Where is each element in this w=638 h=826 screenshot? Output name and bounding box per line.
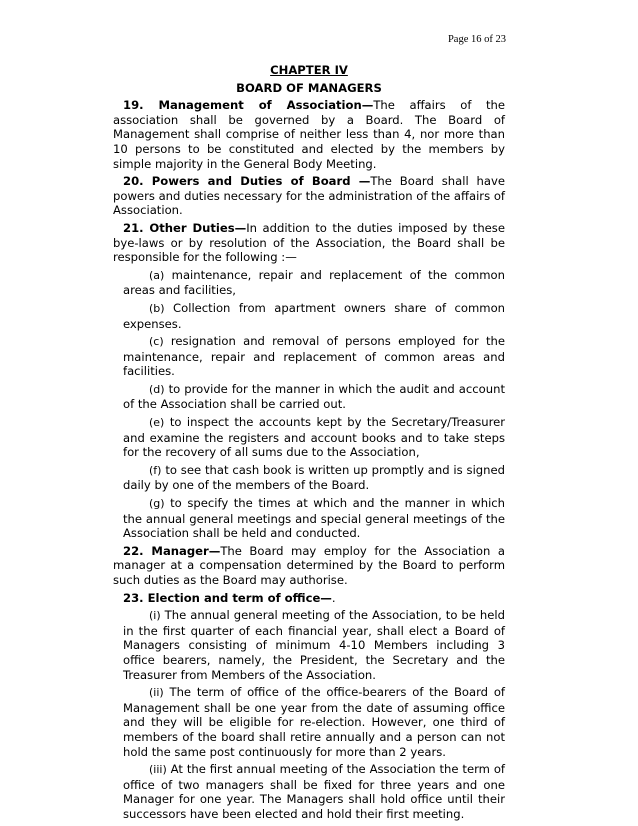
item-text: At the first annual meeting of the Association the term of office of two managers shall be fixed for three years and one Manager for one year. The Managers shall hold office until their successors have been elected and hold their first meeting. [123, 762, 505, 821]
document-body [113, 63, 505, 825]
item-label: (f) [149, 463, 162, 477]
clause-21-title: 21. Other Duties— [123, 220, 247, 235]
clause-21-text: In addition to the duties imposed by these bye-laws or by resolution of the Association, the Board shall be responsible for the following :— [113, 220, 505, 265]
clause-22-title: 22. Manager— [123, 543, 221, 558]
clause-23 [113, 591, 505, 606]
clause-21 [113, 221, 505, 265]
clause-19 [113, 98, 505, 171]
clause-20-text: The Board shall have powers and duties necessary for the administration of the affairs of Association. [113, 174, 505, 218]
clause-21-item-b [113, 301, 505, 331]
item-text: Collection from apartment owners share of common expenses. [123, 300, 506, 331]
item-text: to see that cash book is written up promptly and is signed daily by one of the members of the Board. [123, 462, 505, 493]
item-text: The annual general meeting of the Association, to be held in the first quarter of each financial year, shall elect a Board of Managers consisting of minimum 4-10 Members including 3 office bearers, namely, the President, the Secretary and the Treasurer from Members of the Association. [123, 608, 505, 682]
clause-23-suffix: . [331, 590, 336, 605]
clause-20-title: 20. Powers and Duties of Board — [123, 174, 371, 189]
clause-21-item-d [113, 382, 505, 412]
item-label: (c) [149, 335, 164, 349]
item-text: maintenance, repair and replacement of the common areas and facilities, [123, 267, 506, 298]
item-label: (iii) [149, 763, 167, 777]
item-label: (g) [149, 497, 165, 511]
item-text: to specify the times at which and the manner in which the annual general meetings and special general meetings of the Association shall be held and conducted. [123, 496, 506, 541]
clause-21-item-f [113, 463, 505, 493]
clause-23-item-i [113, 608, 505, 682]
clause-21-item-c [113, 334, 505, 379]
clause-21-item-e [113, 415, 505, 460]
clause-19-title: 19. Management of Association— [123, 98, 374, 113]
clause-23-item-iii [113, 762, 505, 821]
clause-21-item-g [113, 496, 505, 541]
item-text: to inspect the accounts kept by the Secretary/Treasurer and examine the registers and account books and to take steps for the recovery of all sums due to the Association, [123, 415, 506, 460]
item-label: (d) [149, 382, 165, 396]
item-label: (i) [149, 609, 161, 623]
item-label: (ii) [149, 686, 164, 700]
item-label: (e) [149, 416, 165, 430]
clause-22 [113, 544, 505, 588]
item-text: to provide for the manner in which the audit and account of the Association shall be carried out. [123, 381, 505, 412]
clause-21-item-a [113, 268, 505, 298]
clause-22-text: The Board may employ for the Association a manager at a compensation determined by the Board to perform such duties as the Board may authorise. [113, 543, 505, 587]
clause-23-item-ii [113, 685, 505, 759]
page-number: Page 16 of 23 [447, 34, 506, 45]
item-label: (a) [149, 268, 165, 282]
clause-23-title: 23. Election and term of office— [123, 590, 332, 605]
section-heading: BOARD OF MANAGERS [236, 80, 382, 95]
clause-20 [113, 174, 505, 218]
clause-19-text: The affairs of the association shall be governed by a Board. The Board of Management shall comprise of neither less than 4, nor more than 10 persons to be constituted and elected by the members by simple majority in the General Body Meeting. [113, 98, 505, 171]
chapter-title: CHAPTER IV [270, 63, 348, 77]
item-label: (b) [149, 301, 165, 315]
item-text: resignation and removal of persons employed for the maintenance, repair and replacement of common areas and facilities. [123, 334, 506, 379]
item-text: The term of office of the office-bearers of the Board of Management shall be one year from the date of assuming office and they will be eligible for re-election. However, one third of members of the board shall retire annually and a person can not hold the same post continuously for more than 2 years. [123, 685, 505, 759]
